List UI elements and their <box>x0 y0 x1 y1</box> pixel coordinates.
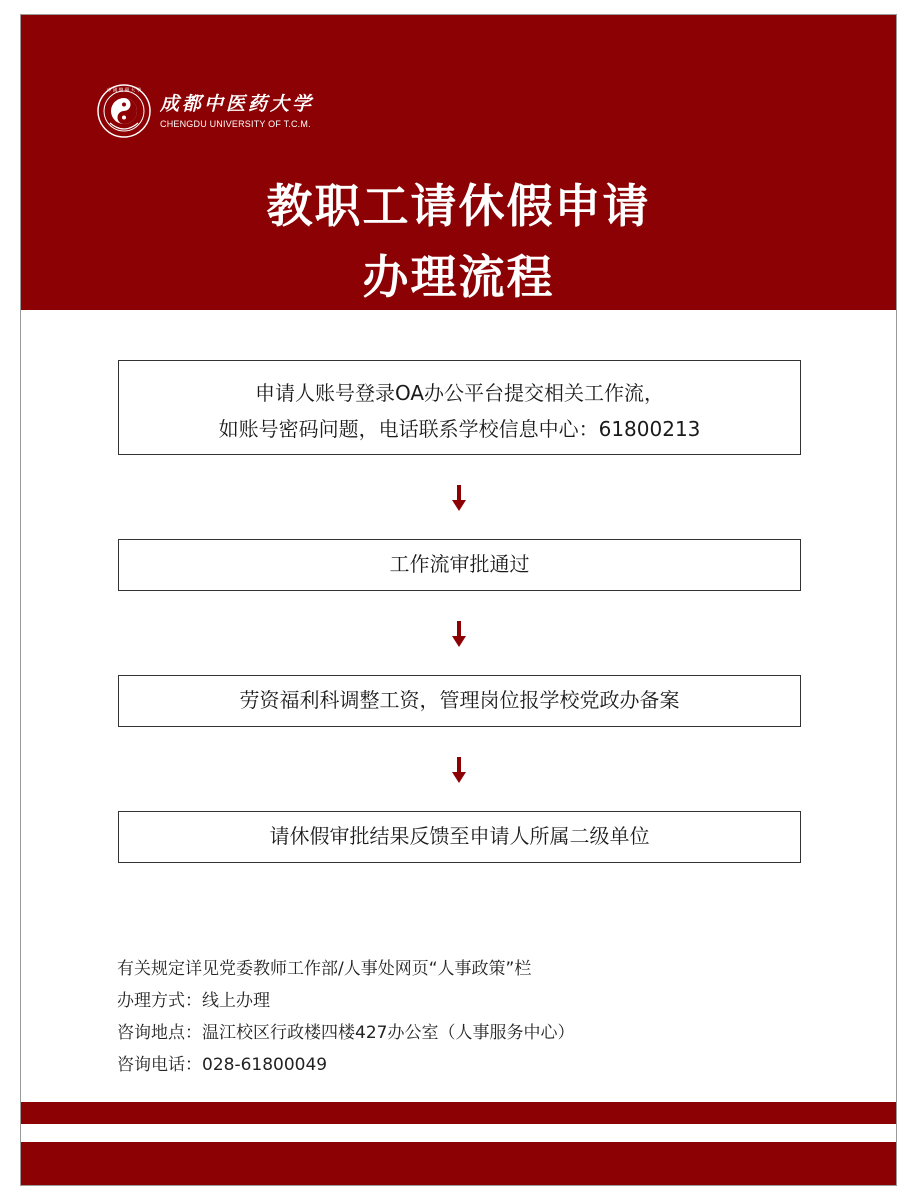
note-policy-reference: 有关规定详见党委教师工作部/人事处网页“人事政策”栏 <box>117 959 532 979</box>
poster <box>20 14 897 1186</box>
flow-step-salary-adjust <box>118 675 801 727</box>
flow-step-submit <box>118 360 801 455</box>
page-title-line-1: 教职工请休假申请 <box>266 179 651 233</box>
page-title-line-2: 办理流程 <box>362 250 555 304</box>
footer-band-top <box>21 1102 896 1124</box>
flow-step-text: 工作流审批通过 <box>389 552 530 576</box>
university-name-cn: 成都中医药大学 <box>160 93 315 115</box>
taiji-seal-icon <box>96 83 152 139</box>
flow-step-text: 劳资福利科调整工资，管理岗位报学校党政办备案 <box>239 688 680 712</box>
flow-step-text: 如账号密码问题，电话联系学校信息中心：61800213 <box>218 417 701 441</box>
note-location: 咨询地点：温江校区行政楼四楼427办公室（人事服务中心） <box>117 1023 575 1043</box>
down-arrow-icon <box>452 621 466 647</box>
flow-step-text: 请休假审批结果反馈至申请人所属二级单位 <box>269 824 650 848</box>
flow-step-feedback <box>118 811 801 863</box>
down-arrow-icon <box>452 757 466 783</box>
seal-text: 中 國 醫 藥 大 學 <box>106 88 142 94</box>
flow-step-approval <box>118 539 801 591</box>
note-phone: 咨询电话：028-61800049 <box>117 1055 328 1075</box>
footer-band-bottom <box>21 1142 896 1186</box>
header-banner <box>21 15 896 310</box>
university-logo <box>96 83 336 143</box>
notes-section <box>117 953 817 1081</box>
note-method: 办理方式：线上办理 <box>117 991 270 1011</box>
down-arrow-icon <box>452 485 466 511</box>
university-name-en: CHENGDU UNIVERSITY OF T.C.M. <box>160 119 311 129</box>
flow-step-text: 申请人账号登录OA办公平台提交相关工作流， <box>254 381 665 405</box>
